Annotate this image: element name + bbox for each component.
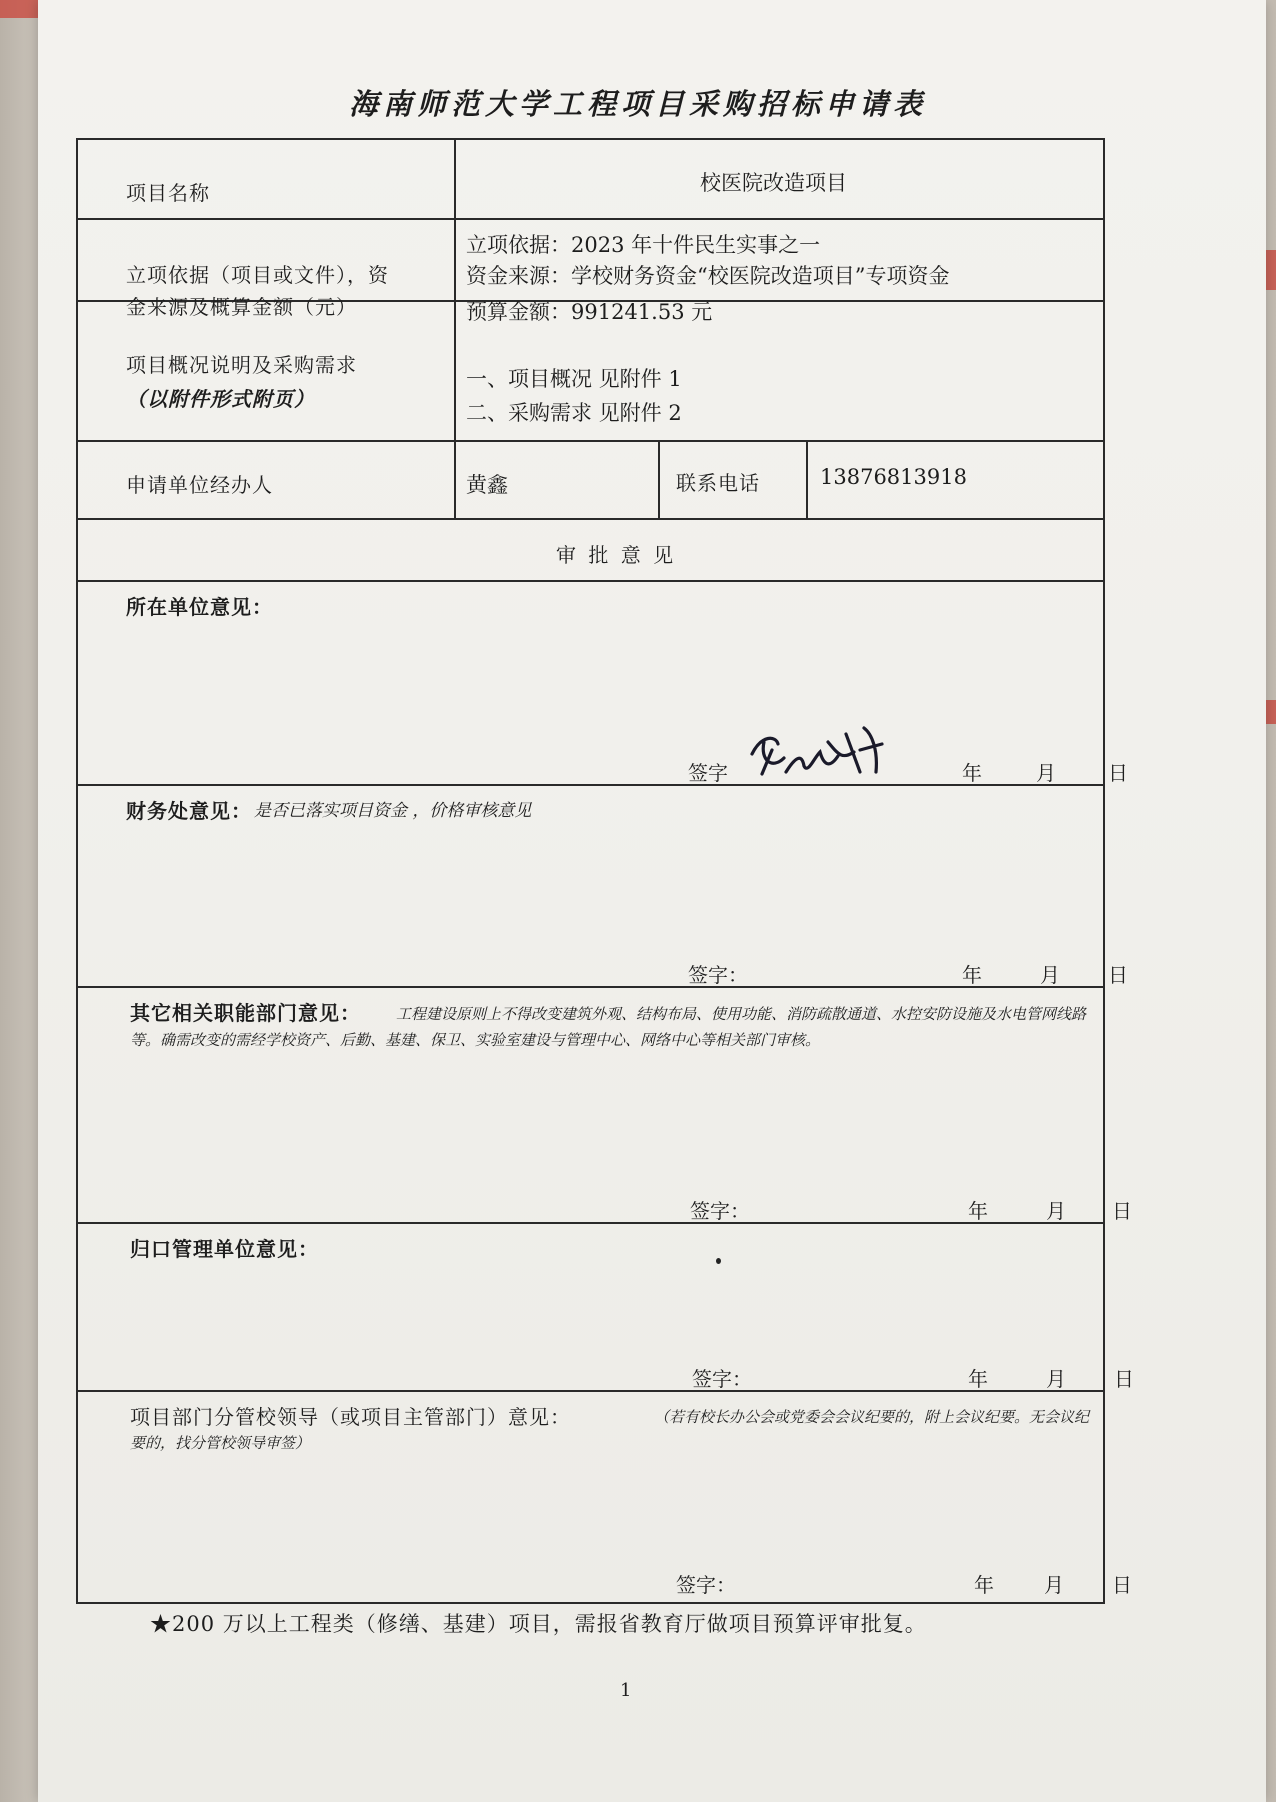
column-divider bbox=[806, 440, 808, 518]
basis-label-line1: 立项依据（项目或文件），资 bbox=[126, 263, 389, 287]
management-sign-label: 签字： bbox=[692, 1367, 752, 1391]
other-dept-sign-label: 签字： bbox=[690, 1199, 750, 1223]
project-name-label: 项目名称 bbox=[126, 181, 210, 205]
row-divider bbox=[76, 218, 1105, 220]
leader-date-month: 月 bbox=[1044, 1573, 1064, 1597]
row-divider bbox=[76, 986, 1105, 988]
leader-date-year: 年 bbox=[974, 1573, 994, 1597]
management-opinion-label: 归口管理单位意见： bbox=[130, 1237, 319, 1261]
contact-person-name: 黄鑫 bbox=[466, 473, 508, 497]
row-divider bbox=[76, 580, 1105, 582]
basis-line1: 立项依据：2023 年十件民生实事之一 bbox=[466, 233, 821, 257]
leader-sign-label: 签字： bbox=[676, 1573, 736, 1597]
unit-date-year: 年 bbox=[962, 761, 982, 785]
management-date-day: 日 bbox=[1114, 1367, 1134, 1391]
management-date-year: 年 bbox=[968, 1367, 988, 1391]
row-divider bbox=[76, 518, 1105, 520]
other-dept-date-year: 年 bbox=[968, 1199, 988, 1223]
phone-label: 联系电话 bbox=[676, 471, 760, 495]
overview-line1: 一、项目概况 见附件 1 bbox=[466, 367, 682, 391]
unit-date-month: 月 bbox=[1036, 761, 1056, 785]
page-number: 1 bbox=[620, 1680, 632, 1701]
finance-opinion-label: 财务处意见： bbox=[126, 799, 252, 823]
ink-dot bbox=[716, 1258, 721, 1264]
management-date-month: 月 bbox=[1046, 1367, 1066, 1391]
project-name-value: 校医院改造项目 bbox=[700, 171, 847, 195]
phone-value: 13876813918 bbox=[820, 465, 967, 489]
other-dept-opinion-label: 其它相关职能部门意见： bbox=[130, 1001, 361, 1025]
overview-line2: 二、采购需求 见附件 2 bbox=[466, 401, 682, 425]
column-divider bbox=[454, 138, 456, 518]
basis-line2: 资金来源：学校财务资金“校医院改造项目”专项资金 bbox=[466, 264, 950, 288]
row-divider bbox=[76, 1390, 1105, 1392]
finance-date-day: 日 bbox=[1108, 963, 1128, 987]
footnote: ★200 万以上工程类（修缮、基建）项目，需报省教育厅做项目预算评审批复。 bbox=[150, 1612, 927, 1636]
unit-date-day: 日 bbox=[1108, 761, 1128, 785]
document-title: 海南师范大学工程项目采购招标申请表 bbox=[348, 87, 927, 121]
handwritten-signature bbox=[742, 714, 904, 788]
column-divider bbox=[658, 440, 660, 518]
overview-label-line2: （以附件形式附页） bbox=[126, 387, 315, 411]
leader-opinion-note: （若有校长办公会或党委会会议纪要的，附上会议纪要。无会议纪要的，找分管校领导审签） bbox=[130, 1408, 1090, 1452]
other-dept-opinion-note: 工程建设原则上不得改变建筑外观、结构布局、使用功能、消防疏散通道、水控安防设施及水电管网线路等。确需改变的需经学校资产、后勤、基建、保卫、实验室建设与管理中心、网络中心等相关部门审核。 bbox=[130, 1005, 1087, 1049]
other-dept-date-month: 月 bbox=[1046, 1199, 1066, 1223]
approval-header: 审 批 意 见 bbox=[556, 543, 677, 567]
overview-label-line1: 项目概况说明及采购需求 bbox=[126, 353, 357, 377]
row-divider bbox=[76, 1222, 1105, 1224]
finance-date-month: 月 bbox=[1040, 963, 1060, 987]
leader-date-day: 日 bbox=[1112, 1573, 1132, 1597]
basis-line3: 预算金额：991241.53 元 bbox=[466, 300, 713, 324]
basis-label-line2: 金来源及概算金额（元） bbox=[126, 295, 357, 319]
unit-sign-label: 签字 bbox=[688, 761, 728, 785]
finance-opinion-note: 是否已落实项目资金 ，价格审核意见 bbox=[254, 801, 532, 821]
finance-date-year: 年 bbox=[962, 963, 982, 987]
row-divider bbox=[76, 440, 1105, 442]
leader-opinion-label: 项目部门分管校领导（或项目主管部门）意见： bbox=[130, 1405, 571, 1429]
unit-opinion-label: 所在单位意见： bbox=[126, 595, 273, 619]
contact-person-label: 申请单位经办人 bbox=[126, 473, 273, 497]
other-dept-date-day: 日 bbox=[1112, 1199, 1132, 1223]
row-divider bbox=[76, 784, 1105, 786]
finance-sign-label: 签字： bbox=[688, 963, 748, 987]
